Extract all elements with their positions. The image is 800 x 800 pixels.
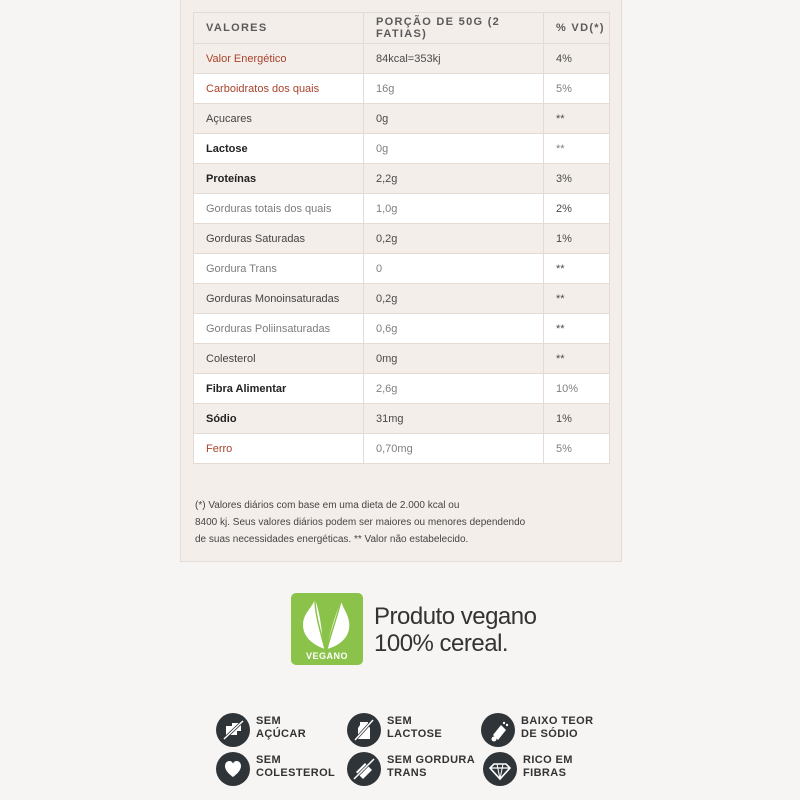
table-row xyxy=(194,254,610,284)
table-row xyxy=(194,344,610,374)
footnote-line: (*) Valores diários com base em uma dieta de 2.000 kcal ou xyxy=(195,500,460,511)
nutrient-daily-value: ** xyxy=(544,104,610,134)
nutrient-value: 0,2g xyxy=(364,284,544,314)
nutrient-daily-value: 3% xyxy=(544,164,610,194)
vegan-claim-line2: 100% cereal. xyxy=(374,630,509,657)
table-header-row xyxy=(194,13,610,44)
no-lactose-icon xyxy=(347,713,381,747)
nutrient-name: Gordura Trans xyxy=(194,254,364,284)
nutrient-value: 84kcal=353kj xyxy=(364,44,544,74)
no-trans-fat-icon xyxy=(347,752,381,786)
badge-label: VEGANO xyxy=(305,651,348,661)
nutrient-value: 0g xyxy=(364,134,544,164)
table-row xyxy=(194,314,610,344)
header-values: VALORES xyxy=(194,13,364,44)
feature-label: SEM GORDURA TRANS xyxy=(387,754,476,779)
nutrient-daily-value: 10% xyxy=(544,374,610,404)
nutrient-daily-value: 2% xyxy=(544,194,610,224)
nutrient-value: 0,70mg xyxy=(364,434,544,464)
nutrient-value: 2,6g xyxy=(364,374,544,404)
nutrient-name: Gorduras Monoinsaturadas xyxy=(194,284,364,314)
footnote xyxy=(195,497,531,548)
nutrient-daily-value: 4% xyxy=(544,44,610,74)
feature-label: SEM LACTOSE xyxy=(387,715,443,740)
table-row xyxy=(194,224,610,254)
table-row xyxy=(194,434,610,464)
table-row xyxy=(194,284,610,314)
nutrient-name: Açucares xyxy=(194,104,364,134)
header-daily-value: % VD(*) xyxy=(544,13,610,44)
nutrient-name: Gorduras Saturadas xyxy=(194,224,364,254)
nutrient-value: 0,2g xyxy=(364,224,544,254)
table-row xyxy=(194,44,610,74)
diamond-icon xyxy=(483,752,517,786)
heart-icon xyxy=(216,752,250,786)
nutrient-daily-value: ** xyxy=(544,314,610,344)
header-portion: PORÇÃO DE 50G (2 FATIAS) xyxy=(364,13,544,44)
nutrient-name: Gorduras totais dos quais xyxy=(194,194,364,224)
nutrient-name: Lactose xyxy=(194,134,364,164)
table-row xyxy=(194,134,610,164)
no-sugar-icon xyxy=(216,713,250,747)
nutrient-daily-value: 5% xyxy=(544,74,610,104)
low-sodium-icon xyxy=(481,713,515,747)
table-row xyxy=(194,194,610,224)
nutrient-value: 0g xyxy=(364,104,544,134)
nutrition-card xyxy=(180,0,622,562)
nutrient-name: Sódio xyxy=(194,404,364,434)
nutrient-name: Carboidratos dos quais xyxy=(194,74,364,104)
vegan-claim xyxy=(374,603,536,657)
vegan-claim-line1: Produto vegano xyxy=(374,603,537,630)
nutrient-name: Proteínas xyxy=(194,164,364,194)
feature-label: BAIXO TEOR DE SÓDIO xyxy=(521,715,594,740)
nutrient-name: Fibra Alimentar xyxy=(194,374,364,404)
nutrient-value: 16g xyxy=(364,74,544,104)
nutrient-value: 31mg xyxy=(364,404,544,434)
table-row xyxy=(194,164,610,194)
nutrient-daily-value: ** xyxy=(544,284,610,314)
nutrient-daily-value: ** xyxy=(544,254,610,284)
nutrient-name: Ferro xyxy=(194,434,364,464)
table-row xyxy=(194,104,610,134)
nutrient-daily-value: 1% xyxy=(544,224,610,254)
nutrient-daily-value: 5% xyxy=(544,434,610,464)
nutrition-table xyxy=(193,12,610,464)
nutrient-value: 0,6g xyxy=(364,314,544,344)
table-row xyxy=(194,74,610,104)
nutrient-value: 2,2g xyxy=(364,164,544,194)
footnote-line: de suas necessidades energéticas. ** Valor não estabelecido. xyxy=(195,534,469,545)
nutrient-name: Valor Energético xyxy=(194,44,364,74)
table-row xyxy=(194,404,610,434)
nutrient-value: 0 xyxy=(364,254,544,284)
nutrient-value: 1,0g xyxy=(364,194,544,224)
nutrient-value: 0mg xyxy=(364,344,544,374)
feature-label: RICO EM FIBRAS xyxy=(523,754,573,779)
nutrient-daily-value: ** xyxy=(544,344,610,374)
nutrient-daily-value: ** xyxy=(544,134,610,164)
nutrient-daily-value: 1% xyxy=(544,404,610,434)
nutrient-name: Colesterol xyxy=(194,344,364,374)
nutrient-name: Gorduras Poliinsaturadas xyxy=(194,314,364,344)
footnote-line: 8400 kj. Seus valores diários podem ser maiores ou menores dependendo xyxy=(195,517,526,528)
vegan-badge xyxy=(291,593,363,665)
table-row xyxy=(194,374,610,404)
feature-label: SEM COLESTEROL xyxy=(256,754,336,779)
table-body xyxy=(194,44,610,464)
feature-label: SEM AÇÚCAR xyxy=(256,715,307,740)
